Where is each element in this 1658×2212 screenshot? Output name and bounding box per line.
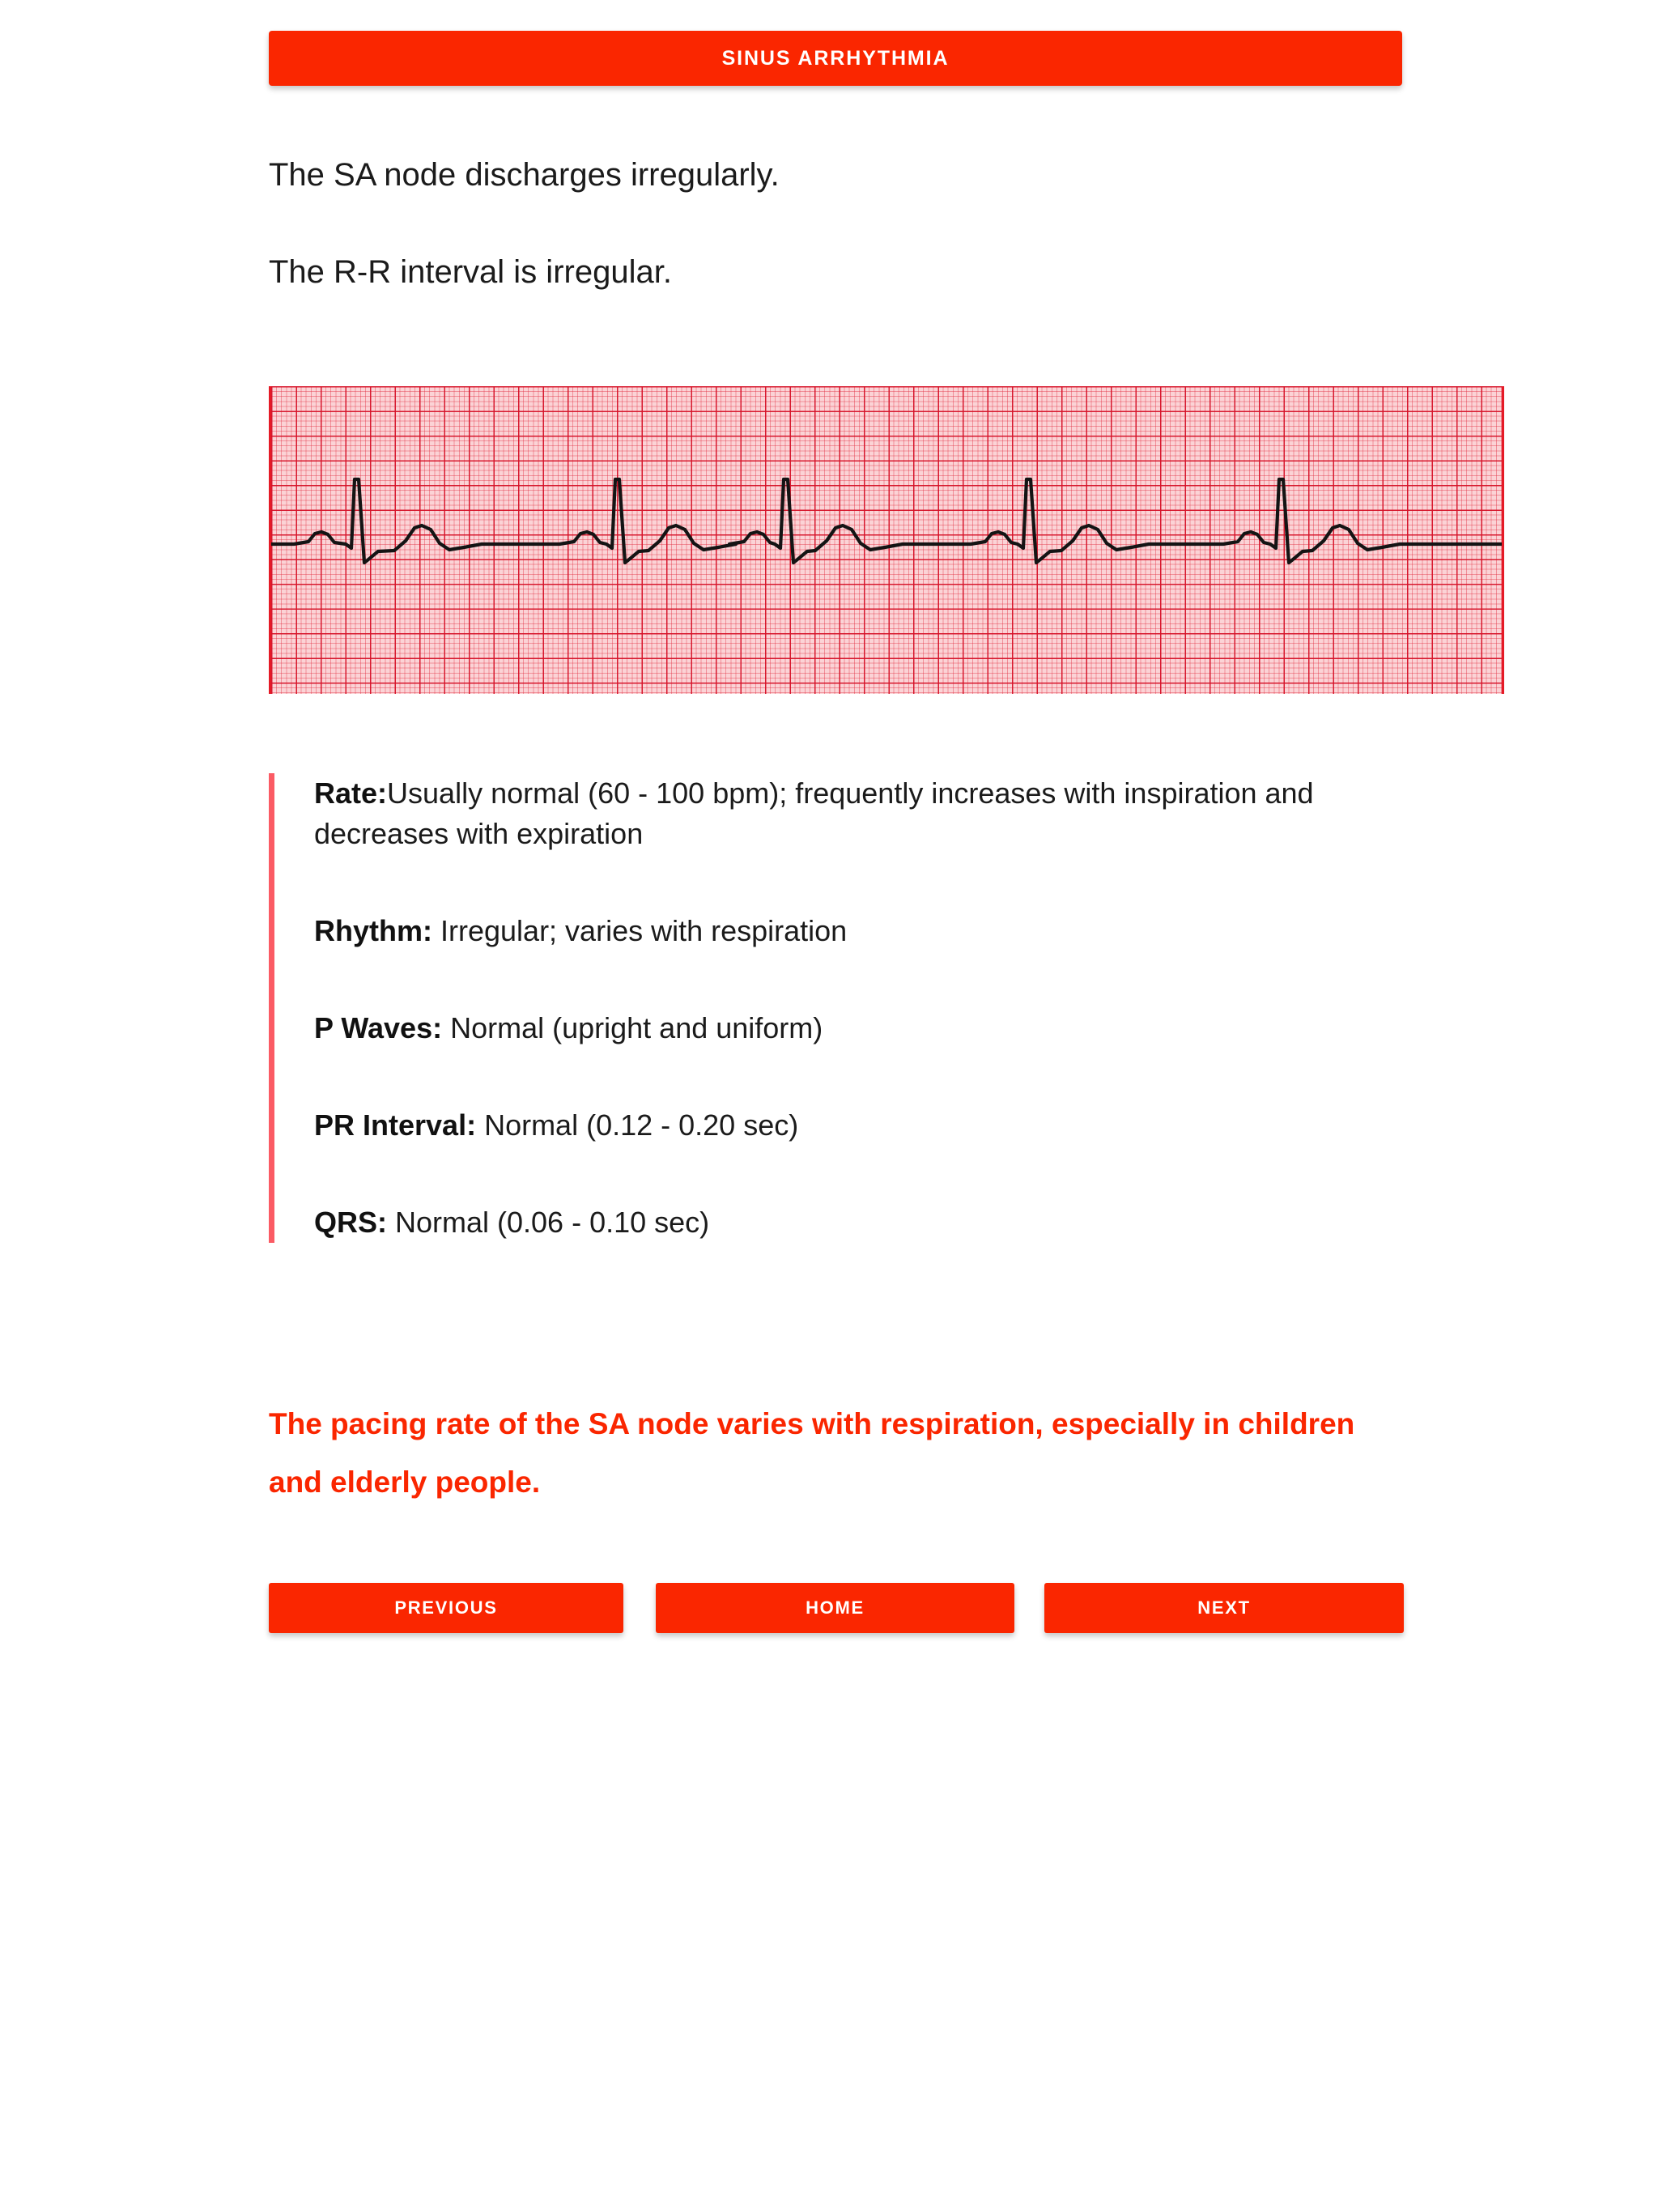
criteria-value-qrs: Normal (0.06 - 0.10 sec) bbox=[387, 1206, 710, 1239]
home-button-label: HOME bbox=[806, 1597, 865, 1618]
intro-line-1: The SA node discharges irregularly. bbox=[269, 157, 780, 193]
next-button[interactable] bbox=[1044, 1583, 1404, 1633]
criteria-value-rhythm: Irregular; varies with respiration bbox=[432, 914, 848, 947]
criteria-value-rate: Usually normal (60 - 100 bpm); frequently increases with inspiration and decreases with expiration bbox=[314, 776, 1314, 850]
criteria-item-rhythm bbox=[314, 911, 1443, 951]
criteria-item-p-waves bbox=[314, 1008, 1443, 1049]
page-header-banner bbox=[269, 31, 1402, 86]
criteria-value-pr-interval: Normal (0.12 - 0.20 sec) bbox=[476, 1108, 799, 1142]
next-button-label: NEXT bbox=[1197, 1597, 1251, 1618]
criteria-item-qrs bbox=[314, 1202, 1443, 1243]
emphasis-note: The pacing rate of the SA node varies with respiration, especially in children and elderly people. bbox=[269, 1407, 1355, 1499]
page-title: SINUS ARRHYTHMIA bbox=[721, 46, 950, 70]
previous-button[interactable] bbox=[269, 1583, 623, 1633]
criteria-list bbox=[269, 773, 1443, 1243]
criteria-label-rhythm: Rhythm: bbox=[314, 914, 432, 947]
criteria-item-rate bbox=[314, 773, 1443, 854]
criteria-label-qrs: QRS: bbox=[314, 1206, 387, 1239]
home-button[interactable] bbox=[656, 1583, 1014, 1633]
intro-text-block bbox=[269, 154, 1443, 293]
ecg-waveform-trace bbox=[271, 386, 1502, 694]
navigation-bar bbox=[269, 1583, 1404, 1633]
criteria-value-p-waves: Normal (upright and uniform) bbox=[442, 1011, 823, 1044]
criteria-label-rate: Rate: bbox=[314, 776, 388, 810]
criteria-label-p-waves: P Waves: bbox=[314, 1011, 443, 1044]
previous-button-label: PREVIOUS bbox=[394, 1597, 498, 1618]
criteria-label-pr-interval: PR Interval: bbox=[314, 1108, 477, 1142]
intro-line-2: The R-R interval is irregular. bbox=[269, 254, 672, 290]
ecg-rhythm-strip bbox=[269, 386, 1504, 694]
criteria-item-pr-interval bbox=[314, 1105, 1443, 1146]
